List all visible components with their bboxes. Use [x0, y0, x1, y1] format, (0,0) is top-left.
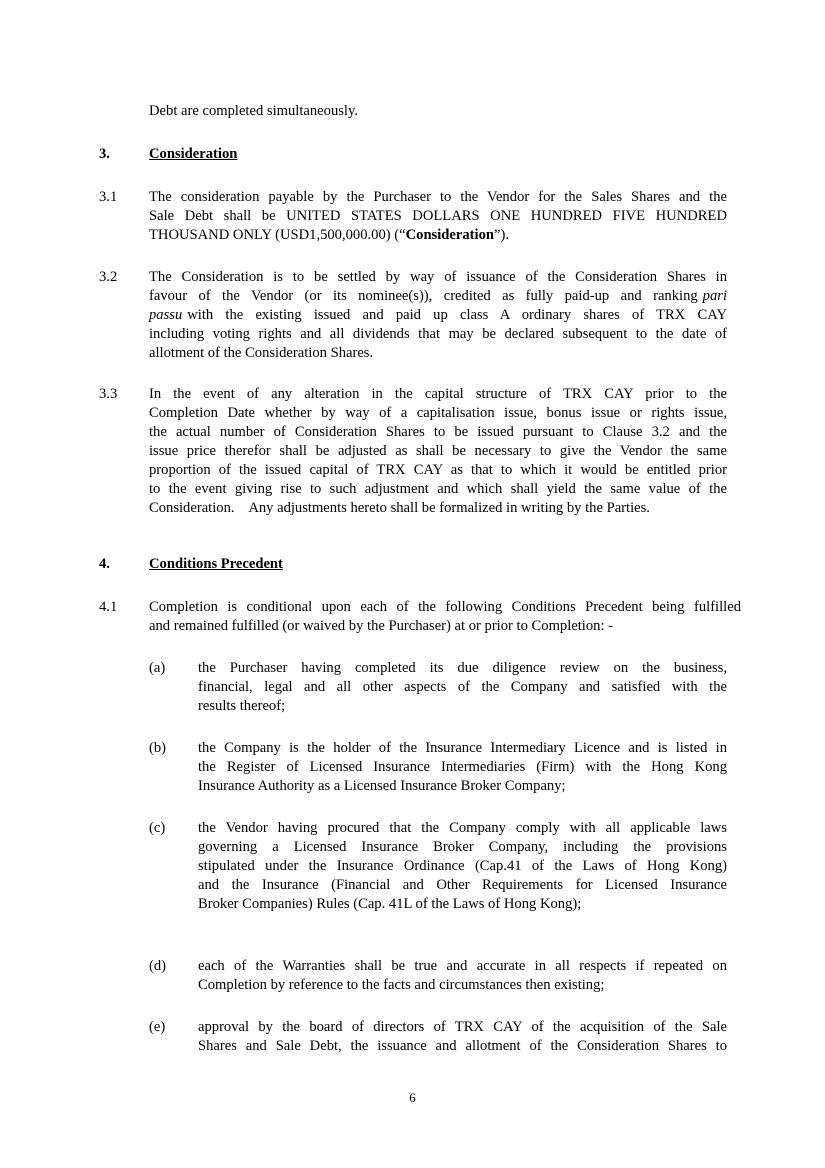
item-b-line-2: the Register of Licensed Insurance Intermediaries (Firm) with the Hong Kong — [198, 759, 727, 775]
item-e-label: (e) — [149, 1019, 166, 1035]
item-d-line-1: each of the Warranties shall be true and accurate in all respects if repeated on — [198, 958, 727, 974]
clause-3-3-line-6: to the event giving rise to such adjustment and which shall yield the same value of the — [149, 481, 727, 497]
clause-4-1-number: 4.1 — [99, 599, 118, 615]
item-c-line-4: and the Insurance (Financial and Other Requirements for Licensed Insurance — [198, 877, 727, 893]
item-c-line-5: Broker Companies) Rules (Cap. 41L of the Laws of Hong Kong); — [198, 896, 582, 912]
clause-3-2-line-5: allotment of the Consideration Shares. — [149, 345, 374, 361]
clause-4-1-line-1: Completion is conditional upon each of the following Conditions Precedent being fulfilled — [149, 599, 741, 615]
item-a-line-2: financial, legal and all other aspects of the Company and satisfied with the — [198, 679, 727, 695]
clause-3-3-line-3: the actual number of Consideration Shares to be issued pursuant to Clause 3.2 and the — [149, 424, 727, 440]
section-4-title: Conditions Precedent — [149, 556, 283, 572]
item-a-label: (a) — [149, 660, 166, 676]
clause-3-2-line-1: The Consideration is to be settled by way of issuance of the Consideration Shares in — [149, 269, 727, 285]
pari-text: pari — [702, 288, 727, 304]
clause-3-1-line-3 — [149, 226, 509, 245]
clause-3-1-line-2: Sale Debt shall be UNITED STATES DOLLARS ONE HUNDRED FIVE HUNDRED — [149, 208, 727, 224]
clause-3-1-line-3-end: ”). — [494, 227, 509, 243]
clause-3-2-line-3 — [149, 306, 727, 325]
passu-text: passu — [149, 307, 183, 323]
item-d-label: (d) — [149, 958, 167, 974]
item-e-line-1: approval by the board of directors of TRX CAY of the acquisition of the Sale — [198, 1019, 727, 1035]
item-d-line-2: Completion by reference to the facts and circumstances then existing; — [198, 977, 605, 993]
clause-3-3-line-4: issue price therefor shall be adjusted as shall be necessary to give the Vendor the same — [149, 443, 727, 459]
clause-3-3-number: 3.3 — [99, 386, 118, 402]
item-c-line-1: the Vendor having procured that the Company comply with all applicable laws — [198, 820, 727, 836]
clause-3-2-line-2-text: favour of the Vendor (or its nominee(s)), credited as fully paid-up and ranking — [149, 288, 698, 304]
item-c-line-2: governing a Licensed Insurance Broker Company, including the provisions — [198, 839, 727, 855]
clause-3-2-line-2 — [149, 287, 727, 306]
clause-3-3-line-2: Completion Date whether by way of a capitalisation issue, bonus issue or rights issue, — [149, 405, 727, 421]
clause-4-1-line-2: and remained fulfilled (or waived by the Purchaser) at or prior to Completion: - — [149, 618, 614, 634]
item-c-line-3: stipulated under the Insurance Ordinance (Cap.41 of the Laws of Hong Kong) — [198, 858, 727, 874]
item-a-line-3: results thereof; — [198, 698, 286, 714]
clause-3-1-number: 3.1 — [99, 189, 118, 205]
item-b-label: (b) — [149, 740, 167, 756]
section-3-number: 3. — [99, 146, 110, 162]
clause-3-3-line-5: proportion of the issued capital of TRX CAY as that to which it would be entitled prior — [149, 462, 727, 478]
clause-3-2-line-4: including voting rights and all dividends that may be declared subsequent to the date of — [149, 326, 727, 342]
clause-3-3-line-1: In the event of any alteration in the capital structure of TRX CAY prior to the — [149, 386, 727, 402]
page-number: 6 — [409, 1090, 416, 1105]
item-c-label: (c) — [149, 820, 166, 836]
clause-3-1-line-1: The consideration payable by the Purchaser to the Vendor for the Sales Shares and the — [149, 189, 727, 205]
section-3-title: Consideration — [149, 146, 238, 162]
clause-3-1-line-3-text: THOUSAND ONLY (USD1,500,000.00) (“ — [149, 227, 406, 243]
intro-line: Debt are completed simultaneously. — [149, 103, 358, 119]
item-b-line-3: Insurance Authority as a Licensed Insurance Broker Company; — [198, 778, 566, 794]
clause-3-2-line-3-text: with the existing issued and paid up class A ordinary shares of TRX CAY — [187, 307, 727, 323]
section-4-number: 4. — [99, 556, 110, 572]
item-b-line-1: the Company is the holder of the Insurance Intermediary Licence and is listed in — [198, 740, 727, 756]
clause-3-2-number: 3.2 — [99, 269, 118, 285]
item-e-line-2: Shares and Sale Debt, the issuance and allotment of the Consideration Shares to — [198, 1038, 727, 1054]
clause-3-3-line-7: Consideration. Any adjustments hereto shall be formalized in writing by the Parties. — [149, 500, 650, 516]
item-a-line-1: the Purchaser having completed its due diligence review on the business, — [198, 660, 727, 676]
consideration-defined-term: Consideration — [405, 227, 494, 243]
